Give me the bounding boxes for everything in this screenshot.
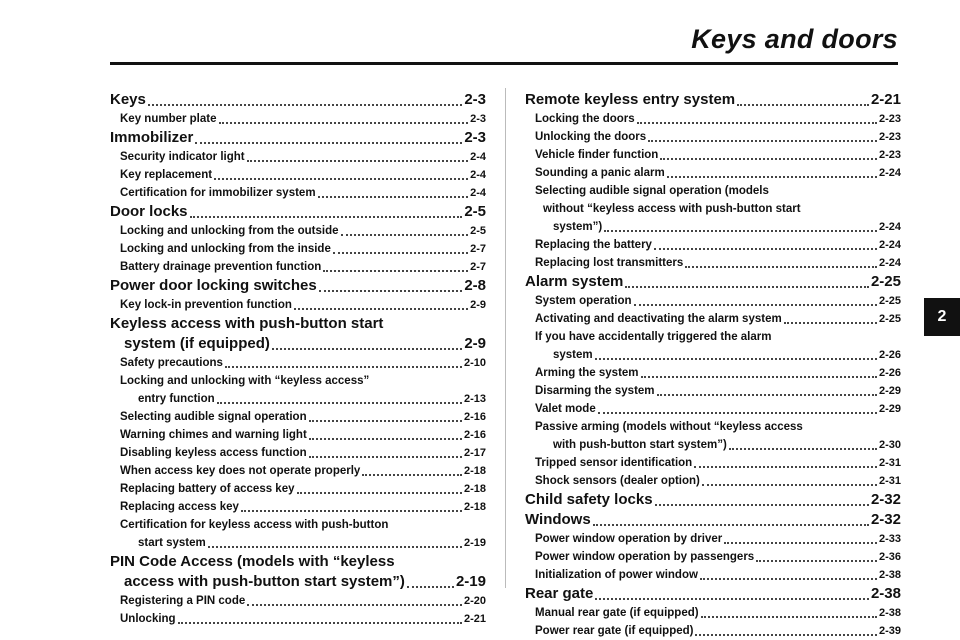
toc-entry-title: Remote keyless entry system bbox=[525, 91, 736, 108]
page-title: Keys and doors bbox=[691, 24, 898, 54]
toc-entry[interactable] bbox=[525, 400, 901, 418]
toc-page-number: 2-32 bbox=[870, 491, 901, 508]
toc-leader-dots bbox=[309, 438, 462, 440]
toc-page-number: 2-7 bbox=[470, 261, 486, 273]
toc-page-number: 2-18 bbox=[463, 465, 486, 477]
toc-entry[interactable] bbox=[525, 110, 901, 128]
toc-page-number: 2-3 bbox=[464, 129, 486, 146]
toc-entry-title: Certification for keyless access with push-button bbox=[120, 519, 389, 531]
toc-entry[interactable] bbox=[110, 592, 486, 610]
toc-page-number: 2-33 bbox=[878, 533, 901, 545]
toc-page-number: 2-23 bbox=[878, 113, 901, 125]
toc-entry-title: Vehicle finder function bbox=[535, 149, 659, 161]
toc-leader-dots bbox=[604, 230, 877, 232]
column-divider bbox=[505, 88, 506, 588]
toc-leader-dots bbox=[297, 492, 462, 494]
toc-entry-title: Certification for immobilizer system bbox=[120, 187, 316, 199]
toc-page-number: 2-4 bbox=[470, 151, 486, 163]
toc-leader-dots bbox=[178, 622, 462, 624]
toc-entry[interactable] bbox=[110, 462, 486, 480]
toc-entry[interactable] bbox=[110, 516, 486, 552]
toc-page-number: 2-16 bbox=[463, 429, 486, 441]
toc-leader-dots bbox=[657, 394, 877, 396]
toc-leader-dots bbox=[667, 176, 877, 178]
toc-entry-continuation bbox=[535, 346, 901, 364]
toc-entry[interactable] bbox=[525, 328, 901, 364]
toc-entry-title: Sounding a panic alarm bbox=[535, 167, 665, 179]
toc-page-number: 2-17 bbox=[463, 447, 486, 459]
toc-entry-title: Power rear gate (if equipped) bbox=[535, 625, 694, 637]
toc-leader-dots bbox=[272, 348, 462, 350]
toc-entry[interactable] bbox=[525, 584, 901, 604]
toc-page-number: 2-25 bbox=[870, 273, 901, 290]
toc-leader-dots bbox=[247, 160, 468, 162]
toc-leader-dots bbox=[655, 504, 869, 506]
toc-entry-continuation bbox=[535, 218, 901, 236]
toc-entry[interactable] bbox=[110, 372, 486, 408]
toc-leader-dots bbox=[695, 634, 876, 636]
toc-entry-title: Key number plate bbox=[120, 113, 217, 125]
toc-leader-dots bbox=[625, 286, 869, 288]
toc-page-number: 2-26 bbox=[878, 349, 901, 361]
toc-page-number: 2-7 bbox=[470, 243, 486, 255]
toc-leader-dots bbox=[637, 122, 877, 124]
toc-entry[interactable] bbox=[110, 480, 486, 498]
toc-entry[interactable] bbox=[525, 490, 901, 510]
toc-page-number: 2-8 bbox=[464, 277, 486, 294]
toc-entry-title: Arming the system bbox=[535, 367, 639, 379]
toc-entry-title: Passive arming (models without “keyless access bbox=[535, 421, 803, 433]
toc-leader-dots bbox=[318, 196, 469, 198]
toc-entry-title-cont: access with push-button start system”) bbox=[124, 573, 405, 590]
toc-entry-title: Windows bbox=[525, 511, 591, 528]
toc-entry-title: Locking and unlocking from the outside bbox=[120, 225, 339, 237]
toc-entry-title: Immobilizer bbox=[110, 129, 194, 146]
toc-page-number: 2-25 bbox=[878, 313, 901, 325]
toc-entry-title: Safety precautions bbox=[120, 357, 223, 369]
toc-page-number: 2-24 bbox=[878, 239, 901, 251]
toc-entry[interactable] bbox=[110, 498, 486, 516]
toc-entry[interactable] bbox=[110, 240, 486, 258]
toc-page-number: 2-32 bbox=[870, 511, 901, 528]
toc-page-number: 2-20 bbox=[463, 595, 486, 607]
toc-entry[interactable] bbox=[525, 128, 901, 146]
toc-page-number: 2-23 bbox=[878, 149, 901, 161]
toc-entry[interactable] bbox=[110, 166, 486, 184]
toc-entry[interactable] bbox=[525, 622, 901, 640]
toc-entry[interactable] bbox=[110, 444, 486, 462]
toc-page-number: 2-24 bbox=[878, 257, 901, 269]
toc-entry-title: Key replacement bbox=[120, 169, 213, 181]
toc-leader-dots bbox=[225, 366, 462, 368]
toc-entry[interactable] bbox=[525, 182, 901, 236]
toc-entry-title-cont: start system bbox=[138, 537, 206, 549]
toc-entry-title: Activating and deactivating the alarm system bbox=[535, 313, 782, 325]
toc-entry[interactable] bbox=[110, 354, 486, 372]
toc-entry-title: Replacing lost transmitters bbox=[535, 257, 684, 269]
toc-page-number: 2-18 bbox=[463, 501, 486, 513]
toc-entry[interactable] bbox=[525, 364, 901, 382]
toc-entry[interactable] bbox=[110, 296, 486, 314]
toc-leader-dots bbox=[598, 412, 877, 414]
toc-leader-dots bbox=[701, 616, 877, 618]
toc-page-number: 2-29 bbox=[878, 403, 901, 415]
toc-leader-dots bbox=[694, 466, 877, 468]
toc-leader-dots bbox=[294, 308, 468, 310]
toc-entry[interactable] bbox=[525, 472, 901, 490]
toc-leader-dots bbox=[247, 604, 462, 606]
toc-leader-dots bbox=[217, 402, 462, 404]
toc-leader-dots bbox=[407, 586, 454, 588]
toc-entry-title: Child safety locks bbox=[525, 491, 653, 508]
toc-entry-title: Rear gate bbox=[525, 585, 594, 602]
toc-entry-title: Unlocking bbox=[120, 613, 176, 625]
toc-entry[interactable] bbox=[110, 148, 486, 166]
toc-leader-dots bbox=[241, 510, 462, 512]
toc-entry-title: Replacing the battery bbox=[535, 239, 652, 251]
toc-entry-continuation bbox=[110, 572, 486, 592]
toc-entry-title: Battery drainage prevention function bbox=[120, 261, 322, 273]
toc-leader-dots bbox=[595, 358, 877, 360]
toc-leader-dots bbox=[341, 234, 469, 236]
toc-entry[interactable] bbox=[110, 90, 486, 110]
toc-entry[interactable] bbox=[110, 610, 486, 628]
toc-leader-dots bbox=[595, 598, 869, 600]
toc-page-number: 2-9 bbox=[464, 335, 486, 352]
toc-leader-dots bbox=[648, 140, 877, 142]
toc-leader-dots bbox=[641, 376, 877, 378]
toc-entry-title: Locking and unlocking from the inside bbox=[120, 243, 331, 255]
toc-page-number: 2-30 bbox=[878, 439, 901, 451]
title-rule bbox=[110, 62, 898, 65]
toc-page-number: 2-19 bbox=[455, 573, 486, 590]
toc-entry-title-cont: system (if equipped) bbox=[124, 335, 270, 352]
toc-page-number: 2-3 bbox=[464, 91, 486, 108]
toc-page-number: 2-38 bbox=[878, 569, 901, 581]
toc-entry-title: Disabling keyless access function bbox=[120, 447, 307, 459]
toc-entry[interactable] bbox=[525, 382, 901, 400]
toc-entry[interactable] bbox=[110, 128, 486, 148]
toc-entry[interactable] bbox=[525, 548, 901, 566]
toc-entry-title: When access key does not operate properly bbox=[120, 465, 361, 477]
toc-page-number: 2-18 bbox=[463, 483, 486, 495]
toc-leader-dots bbox=[784, 322, 877, 324]
toc-entry[interactable] bbox=[525, 566, 901, 584]
toc-entry[interactable] bbox=[525, 418, 901, 454]
toc-entry-title: Locking the doors bbox=[535, 113, 635, 125]
toc-leader-dots bbox=[362, 474, 462, 476]
toc-entry-title: Warning chimes and warning light bbox=[120, 429, 307, 441]
toc-leader-dots bbox=[219, 122, 469, 124]
toc-entry-title: Shock sensors (dealer option) bbox=[535, 475, 700, 487]
toc-leader-dots bbox=[333, 252, 468, 254]
toc-leader-dots bbox=[737, 104, 869, 106]
toc-entry-title-cont: with push-button start system”) bbox=[553, 439, 727, 451]
toc-page-number: 2-9 bbox=[470, 299, 486, 311]
toc-leader-dots bbox=[654, 248, 877, 250]
toc-entry-title: Unlocking the doors bbox=[535, 131, 647, 143]
toc-leader-dots bbox=[190, 216, 463, 218]
toc-page-number: 2-10 bbox=[463, 357, 486, 369]
toc-leader-dots bbox=[756, 560, 877, 562]
toc-leader-dots bbox=[208, 546, 462, 548]
toc-entry[interactable] bbox=[525, 236, 901, 254]
toc-page-number: 2-39 bbox=[878, 625, 901, 637]
toc-entry[interactable] bbox=[525, 254, 901, 272]
toc-page-number: 2-3 bbox=[470, 113, 486, 125]
toc-entry[interactable] bbox=[525, 90, 901, 110]
toc-entry-continuation bbox=[535, 436, 901, 454]
toc-entry-title: Valet mode bbox=[535, 403, 596, 415]
toc-entry-title: Selecting audible signal operation (models bbox=[535, 185, 769, 197]
toc-entry[interactable] bbox=[525, 454, 901, 472]
toc-page-number: 2-31 bbox=[878, 457, 901, 469]
toc-leader-dots bbox=[634, 304, 877, 306]
toc-page-number: 2-26 bbox=[878, 367, 901, 379]
toc-entry-title: Replacing battery of access key bbox=[120, 483, 295, 495]
toc-entry-title: Tripped sensor identification bbox=[535, 457, 693, 469]
toc-page-number: 2-31 bbox=[878, 475, 901, 487]
toc-leader-dots bbox=[214, 178, 468, 180]
toc-entry-continuation bbox=[120, 534, 486, 552]
toc-leader-dots bbox=[593, 524, 869, 526]
toc-entry-title: Manual rear gate (if equipped) bbox=[535, 607, 699, 619]
toc-page-number: 2-4 bbox=[470, 187, 486, 199]
toc-page-number: 2-24 bbox=[878, 167, 901, 179]
toc-entry-continuation bbox=[120, 390, 486, 408]
toc-entry[interactable] bbox=[525, 292, 901, 310]
toc-entry[interactable] bbox=[525, 310, 901, 328]
toc-leader-dots bbox=[323, 270, 468, 272]
toc-page-number: 2-5 bbox=[464, 203, 486, 220]
toc-leader-dots bbox=[319, 290, 463, 292]
toc-leader-dots bbox=[309, 456, 462, 458]
toc-page-number: 2-21 bbox=[870, 91, 901, 108]
toc-entry[interactable] bbox=[525, 530, 901, 548]
toc-entry[interactable] bbox=[110, 222, 486, 240]
toc-left-column bbox=[110, 90, 486, 628]
toc-entry-title: PIN Code Access (models with “keyless bbox=[110, 553, 395, 570]
toc-page-number: 2-5 bbox=[470, 225, 486, 237]
toc-entry-title: Keyless access with push-button start bbox=[110, 315, 384, 332]
toc-entry[interactable] bbox=[110, 276, 486, 296]
toc-page-number: 2-13 bbox=[463, 393, 486, 405]
toc-entry-title: If you have accidentally triggered the alarm bbox=[535, 331, 772, 343]
toc-page-number: 2-36 bbox=[878, 551, 901, 563]
toc-leader-dots bbox=[309, 420, 462, 422]
toc-entry-title: Alarm system bbox=[525, 273, 624, 290]
toc-entry-title-cont: system”) bbox=[553, 221, 603, 233]
toc-page-number: 2-16 bbox=[463, 411, 486, 423]
toc-right-column bbox=[525, 90, 901, 640]
toc-entry-title-mid: without “keyless access with push-button start bbox=[543, 203, 801, 215]
toc-leader-dots bbox=[729, 448, 877, 450]
toc-entry-title: Power window operation by passengers bbox=[535, 551, 755, 563]
toc-entry-title-cont: system bbox=[553, 349, 593, 361]
toc-entry[interactable] bbox=[525, 510, 901, 530]
toc-entry[interactable] bbox=[110, 110, 486, 128]
toc-leader-dots bbox=[148, 104, 462, 106]
toc-entry-title: Registering a PIN code bbox=[120, 595, 246, 607]
toc-entry[interactable] bbox=[525, 272, 901, 292]
toc-entry-title: Power door locking switches bbox=[110, 277, 317, 294]
toc-entry-title: Door locks bbox=[110, 203, 188, 220]
toc-entry-title: Replacing access key bbox=[120, 501, 239, 513]
toc-entry-title: Key lock-in prevention function bbox=[120, 299, 292, 311]
toc-entry[interactable] bbox=[110, 202, 486, 222]
toc-page-number: 2-38 bbox=[870, 585, 901, 602]
toc-leader-dots bbox=[702, 484, 877, 486]
toc-entry-title: Keys bbox=[110, 91, 146, 108]
toc-entry[interactable] bbox=[110, 258, 486, 276]
toc-leader-dots bbox=[685, 266, 877, 268]
toc-entry[interactable] bbox=[525, 164, 901, 182]
toc-entry[interactable] bbox=[525, 146, 901, 164]
toc-leader-dots bbox=[724, 542, 877, 544]
toc-page-number: 2-23 bbox=[878, 131, 901, 143]
toc-leader-dots bbox=[195, 142, 462, 144]
toc-page-number: 2-21 bbox=[463, 613, 486, 625]
toc-entry[interactable] bbox=[525, 604, 901, 622]
toc-page-number: 2-38 bbox=[878, 607, 901, 619]
toc-entry-title: Power window operation by driver bbox=[535, 533, 723, 545]
toc-page-number: 2-24 bbox=[878, 221, 901, 233]
toc-leader-dots bbox=[660, 158, 877, 160]
toc-entry-title: Selecting audible signal operation bbox=[120, 411, 307, 423]
toc-entry[interactable] bbox=[110, 552, 486, 592]
toc-page-number: 2-19 bbox=[463, 537, 486, 549]
toc-entry-title: Initialization of power window bbox=[535, 569, 698, 581]
toc-entry-title: Locking and unlocking with “keyless access” bbox=[120, 375, 370, 387]
toc-entry[interactable] bbox=[110, 314, 486, 354]
toc-page-number: 2-4 bbox=[470, 169, 486, 181]
toc-entry-continuation bbox=[110, 334, 486, 354]
toc-page-number: 2-29 bbox=[878, 385, 901, 397]
toc-entry-title: System operation bbox=[535, 295, 632, 307]
toc-entry[interactable] bbox=[110, 184, 486, 202]
toc-entry-title: Disarming the system bbox=[535, 385, 655, 397]
toc-leader-dots bbox=[700, 578, 877, 580]
toc-entry-title-cont: entry function bbox=[138, 393, 215, 405]
toc-entry[interactable] bbox=[110, 408, 486, 426]
toc-page-number: 2-25 bbox=[878, 295, 901, 307]
toc-entry[interactable] bbox=[110, 426, 486, 444]
chapter-tab[interactable]: 2 bbox=[924, 298, 960, 336]
toc-entry-title: Security indicator light bbox=[120, 151, 245, 163]
